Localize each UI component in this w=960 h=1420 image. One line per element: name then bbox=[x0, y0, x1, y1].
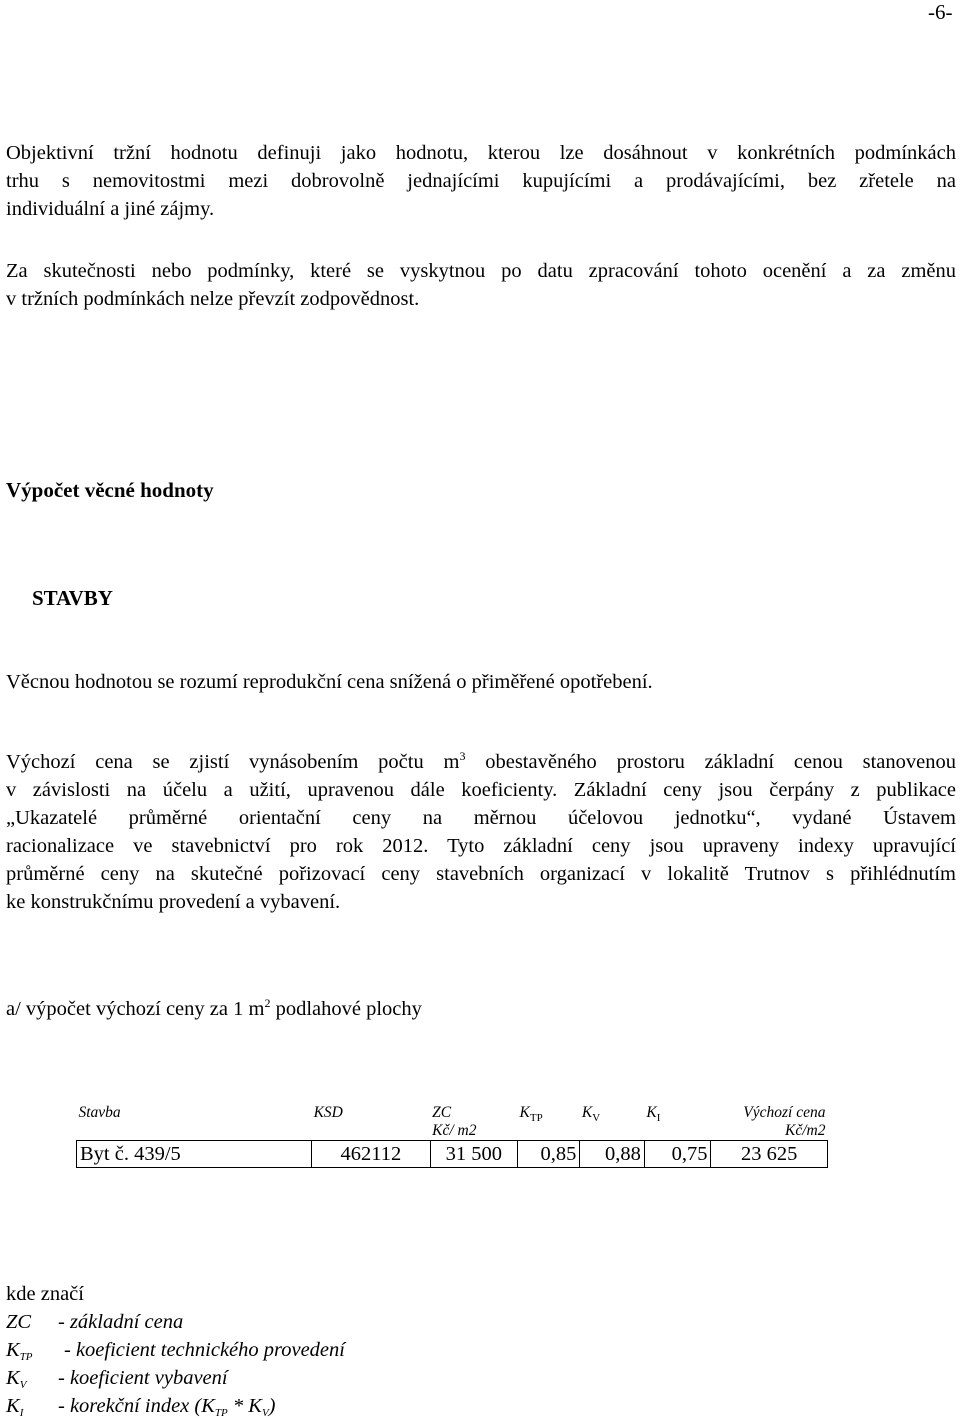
legend-symbol-base: K bbox=[6, 1367, 20, 1389]
cell-ksd: 462112 bbox=[312, 1141, 431, 1168]
text-line bbox=[6, 748, 956, 776]
header-vychozi-unit: Kč/m2 bbox=[785, 1122, 826, 1139]
text-line: Objektivní tržní hodnotu definuji jako hodnotu, kterou lze dosáhnout v konkrétních podmínkách bbox=[6, 142, 956, 164]
legend-symbol-base: K bbox=[6, 1395, 20, 1417]
cell-kv: 0,88 bbox=[580, 1141, 644, 1168]
legend-symbol: ZC bbox=[6, 1311, 32, 1333]
header-kv-sub: V bbox=[592, 1112, 601, 1124]
legend-item bbox=[6, 1392, 276, 1420]
legend-desc-part: * K bbox=[227, 1395, 262, 1417]
legend-desc-part: - korekční index (K bbox=[58, 1395, 215, 1417]
legend-symbol-base: K bbox=[6, 1339, 20, 1361]
legend-symbol-sub: TP bbox=[19, 1351, 33, 1363]
calc-subheading bbox=[6, 995, 956, 1023]
header-ktp-sub: TP bbox=[529, 1112, 543, 1124]
header-ktp-label: K bbox=[519, 1104, 530, 1121]
header-zc-label: ZC bbox=[432, 1104, 452, 1121]
page-number: -6- bbox=[928, 0, 953, 24]
legend-item bbox=[6, 1336, 345, 1364]
superscript: 2 bbox=[264, 996, 271, 1010]
paragraph-definition bbox=[6, 668, 956, 696]
cell-stavba: Byt č. 439/5 bbox=[77, 1141, 312, 1168]
legend-desc-sub: TP bbox=[214, 1407, 228, 1419]
legend-symbol bbox=[6, 1336, 33, 1364]
header-ki-label: K bbox=[646, 1104, 657, 1121]
legend-title: kde značí bbox=[6, 1283, 84, 1305]
paragraph-objective-value bbox=[6, 139, 956, 223]
legend-description: - koeficient technického provedení bbox=[64, 1339, 345, 1361]
text-line: „Ukazatelé průměrné orientační ceny na měrnou účelovou jednotku“, vydané Ústavem bbox=[6, 807, 956, 829]
header-ki-sub: I bbox=[656, 1112, 661, 1124]
text-line: v závislosti na účelu a užití, upravenou dále koeficienty. Základní ceny jsou čerpány z publikace bbox=[6, 779, 956, 801]
legend bbox=[6, 1280, 345, 1420]
cell-ki: 0,75 bbox=[644, 1141, 711, 1168]
header-zc-unit: Kč/ m2 bbox=[432, 1122, 477, 1139]
text-line: individuální a jiné zájmy. bbox=[6, 198, 215, 220]
legend-symbol bbox=[6, 1364, 26, 1392]
header-kv-label: K bbox=[581, 1104, 593, 1121]
legend-symbol-sub: V bbox=[19, 1379, 27, 1391]
text-line: průměrné ceny na skutečné pořizovací ceny stavebních organizací v lokalitě Trutnov s přihlédnutím bbox=[6, 863, 956, 885]
text-line: trhu s nemovitostmi mezi dobrovolně jednajícími kupujícími a prodávajícími, bez zřetele na bbox=[6, 170, 956, 192]
text-line: Věcnou hodnotou se rozumí reprodukční cena snížená o přiměřené opotřebení. bbox=[6, 671, 653, 693]
table-row bbox=[77, 1141, 828, 1168]
legend-description: - základní cena bbox=[58, 1311, 184, 1333]
text-line: ke konstrukčnímu provedení a vybavení. bbox=[6, 891, 341, 913]
table-header-row bbox=[77, 1102, 828, 1141]
text-fragment: podlahové plochy bbox=[270, 998, 422, 1020]
legend-title-row bbox=[6, 1280, 84, 1308]
header-vychozi-label: Výchozí cena bbox=[743, 1104, 826, 1121]
legend-item bbox=[6, 1308, 184, 1336]
legend-desc-sub: V bbox=[261, 1407, 269, 1419]
legend-description bbox=[58, 1392, 276, 1420]
header-zc bbox=[430, 1102, 517, 1141]
cell-vychozi: 23 625 bbox=[711, 1141, 828, 1168]
cell-zc: 31 500 bbox=[430, 1141, 517, 1168]
text-line bbox=[6, 995, 956, 1023]
text-line: Za skutečnosti nebo podmínky, které se vyskytnou po datu zpracování tohoto ocenění a za změnu bbox=[6, 260, 956, 282]
header-ki bbox=[644, 1102, 711, 1141]
section-heading: Výpočet věcné hodnoty bbox=[6, 478, 214, 502]
subsection-heading: STAVBY bbox=[32, 586, 113, 610]
header-stavba: Stavba bbox=[78, 1104, 121, 1121]
paragraph-liability bbox=[6, 257, 956, 313]
legend-item bbox=[6, 1364, 228, 1392]
text-fragment: obestavěného prostoru základní cenou stanovenou bbox=[465, 751, 956, 773]
header-vychozi bbox=[711, 1102, 828, 1141]
legend-desc-part: ) bbox=[268, 1395, 276, 1417]
text-line: v tržních podmínkách nelze převzít zodpovědnost. bbox=[6, 288, 420, 310]
text-fragment: Výchozí cena se zjistí vynásobením počtu m bbox=[6, 751, 460, 773]
superscript: 3 bbox=[459, 749, 466, 763]
price-calculation-table bbox=[76, 1102, 828, 1168]
legend-symbol bbox=[6, 1392, 23, 1420]
header-ksd: KSD bbox=[313, 1104, 343, 1121]
text-fragment: a/ výpočet výchozí ceny za 1 m bbox=[6, 998, 265, 1020]
header-ktp bbox=[518, 1102, 580, 1141]
legend-description: - koeficient vybavení bbox=[58, 1367, 228, 1389]
header-kv bbox=[580, 1102, 644, 1141]
cell-ktp: 0,85 bbox=[518, 1141, 580, 1168]
text-line: racionalizace ve stavebnictví pro rok 2012. Tyto základní ceny jsou upraveny indexy upravující bbox=[6, 835, 956, 857]
legend-symbol-sub: I bbox=[19, 1407, 24, 1419]
paragraph-base-price bbox=[6, 748, 956, 916]
